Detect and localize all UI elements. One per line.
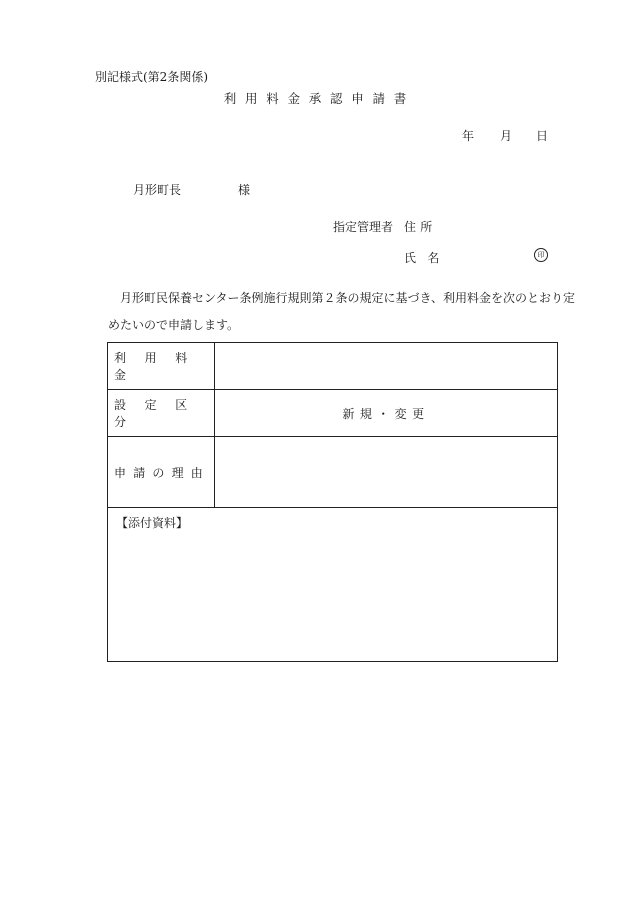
date-day-label: 日 (536, 129, 549, 143)
reason-value[interactable] (215, 437, 557, 507)
seal-mark-icon: 印 (534, 248, 548, 262)
form-reference: 別記様式(第2条関係) (95, 70, 208, 84)
date-month-label: 月 (500, 129, 513, 143)
addressee-honorific: 様 (238, 183, 251, 197)
table-row-reason (108, 437, 557, 508)
category-value: 新規・変更 (342, 406, 430, 421)
applicant-name-label: 氏名 (404, 251, 451, 265)
date-year-label: 年 (462, 129, 475, 143)
fee-label: 利用料金 (108, 343, 215, 389)
table-row-category (108, 390, 557, 437)
attachments-label: 【添付資料】 (116, 516, 189, 530)
addressee-name: 月形町長 (133, 183, 182, 197)
table-row-fee (108, 343, 557, 390)
fee-value[interactable] (215, 343, 557, 389)
application-statement: 月形町民保養センター条例施行規則第２条の規定に基づき、利用料金を次のとおり定めたいので申請します。 (108, 291, 576, 332)
applicant-role: 指定管理者 (333, 220, 394, 234)
category-label: 設定区分 (108, 390, 215, 436)
document-title: 利用料金承認申請書 (223, 91, 415, 106)
application-table (107, 342, 558, 662)
reason-label: 申請の理由 (108, 437, 215, 507)
applicant-address-label: 住所 (404, 220, 437, 234)
